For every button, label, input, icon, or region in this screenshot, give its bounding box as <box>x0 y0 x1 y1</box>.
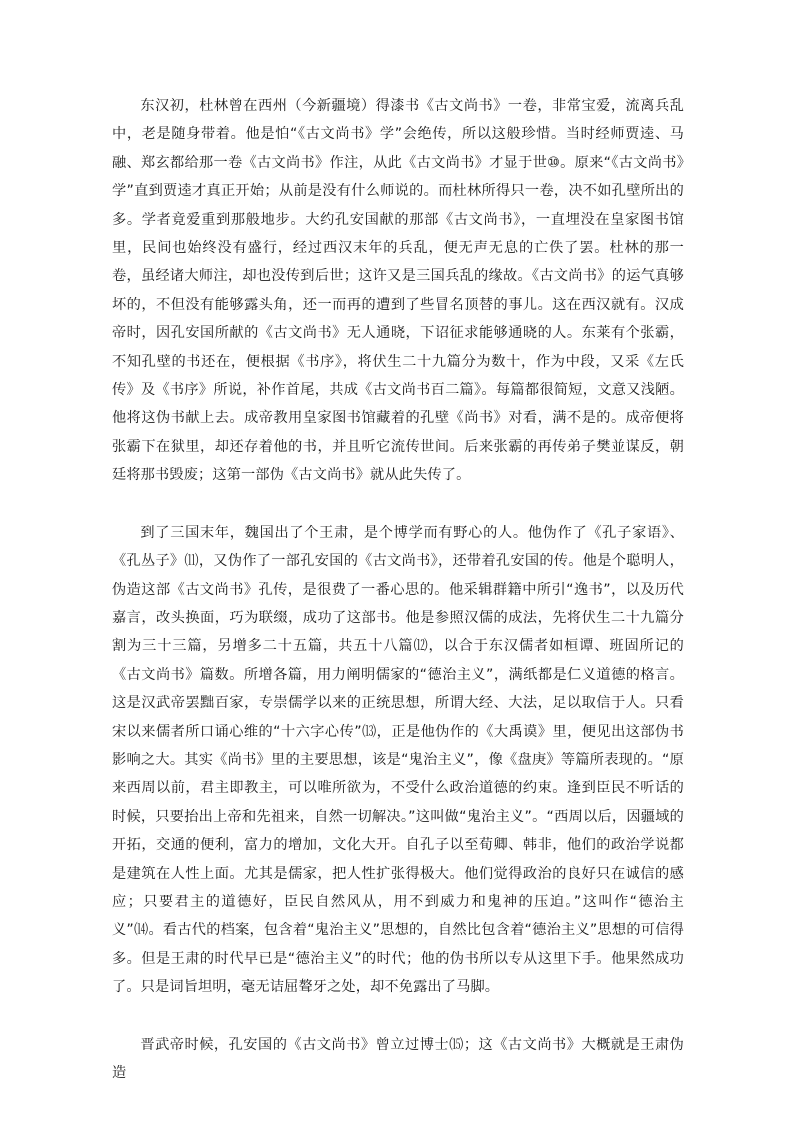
document-page <box>112 92 684 1087</box>
paragraph-wang-su: 到了三国末年，魏国出了个王肃，是个博学而有野心的人。他伪作了《孔子家语》、《孔丛子》⑾，又伪作了一部孔安国的《古文尚书》，还带着孔安国的传。他是个聪明人，伪造这部《古文尚书》孔传，是很费了一番心思的。他采辑群籍中所引“逸书”，以及历代嘉言，改头换面，巧为联缀，成功了这部书。他是参照汉儒的成法，先将伏生二十九篇分割为三十三篇，另增多二十五篇，共五十八篇⑿，以合于东汉儒者如桓谭、班固所记的《古文尚书》篇数。所增各篇，用力阐明儒家的“德治主义”，满纸都是仁义道德的格言。这是汉武帝罢黜百家，专崇儒学以来的正统思想，所谓大经、大法，足以取信于人。只看宋以来儒者所口诵心维的“十六字心传”⒀，正是他伪作的《大禹谟》里，便见出这部伪书影响之大。其实《尚书》里的主要思想，该是“鬼治主义”，像《盘庚》等篇所表现的。“原来西周以前，君主即教主，可以唯所欲为，不受什么政治道德的约束。逢到臣民不听话的时候，只要抬出上帝和先祖来，自然一切解决。”这叫做“鬼治主义”。“西周以后，因疆域的开拓，交通的便利，富力的增加，文化大开。自孔子以至荀卿、韩非，他们的政治学说都是建筑在人性上面。尤其是儒家，把人性扩张得极大。他们觉得政治的良好只在诚信的感应；只要君主的道德好，臣民自然风从，用不到威力和鬼神的压迫。”这叫作“德治主义”⒁。看古代的档案，包含着“鬼治主义”思想的，自然比包含着“德治主义”思想的可信得多。但是王肃的时代早已是“德治主义”的时代；他的伪书所以专从这里下手。他果然成功了。只是词旨坦明，毫无诘屈聱牙之处，却不免露出了马脚。 <box>112 524 684 996</box>
paragraph-jin-wudi: 晋武帝时候，孔安国的《古文尚书》曾立过博士⒂；这《古文尚书》大概就是王肃伪造 <box>112 1036 684 1081</box>
paragraph-du-lin: 东汉初，杜林曾在西州（今新疆境）得漆书《古文尚书》一卷，非常宝爱，流离兵乱中，老是随身带着。他是怕“《古文尚书》学”会绝传，所以这般珍惜。当时经师贾逵、马融、郑玄都给那一卷《古文尚书》作注，从此《古文尚书》才显于世⑩。原来“《古文尚书》学”直到贾逵才真正开始；从前是没有什么师说的。而杜林所得只一卷，决不如孔壁所出的多。学者竟爱重到那般地步。大约孔安国献的那部《古文尚书》，一直埋没在皇家图书馆里，民间也始终没有盛行，经过西汉末年的兵乱，便无声无息的亡佚了罢。杜林的那一卷，虽经诸大师注，却也没传到后世；这许又是三国兵乱的缘故。《古文尚书》的运气真够坏的，不但没有能够露头角，还一而再的遭到了些冒名顶替的事儿。这在西汉就有。汉成帝时，因孔安国所献的《古文尚书》无人通晓，下诏征求能够通晓的人。东莱有个张霸，不知孔壁的书还在，便根据《书序》，将伏生二十九篇分为数十，作为中段，又采《左氏传》及《书序》所说，补作首尾，共成《古文尚书百二篇》。每篇都很简短，文意又浅陋。他将这伪书献上去。成帝教用皇家图书馆藏着的孔壁《尚书》对看，满不是的。成帝便将张霸下在狱里，却还存着他的书，并且听它流传世间。后来张霸的再传弟子樊並谋反，朝廷将那书毁废；这第一部伪《古文尚书》就从此失传了。 <box>112 98 684 484</box>
